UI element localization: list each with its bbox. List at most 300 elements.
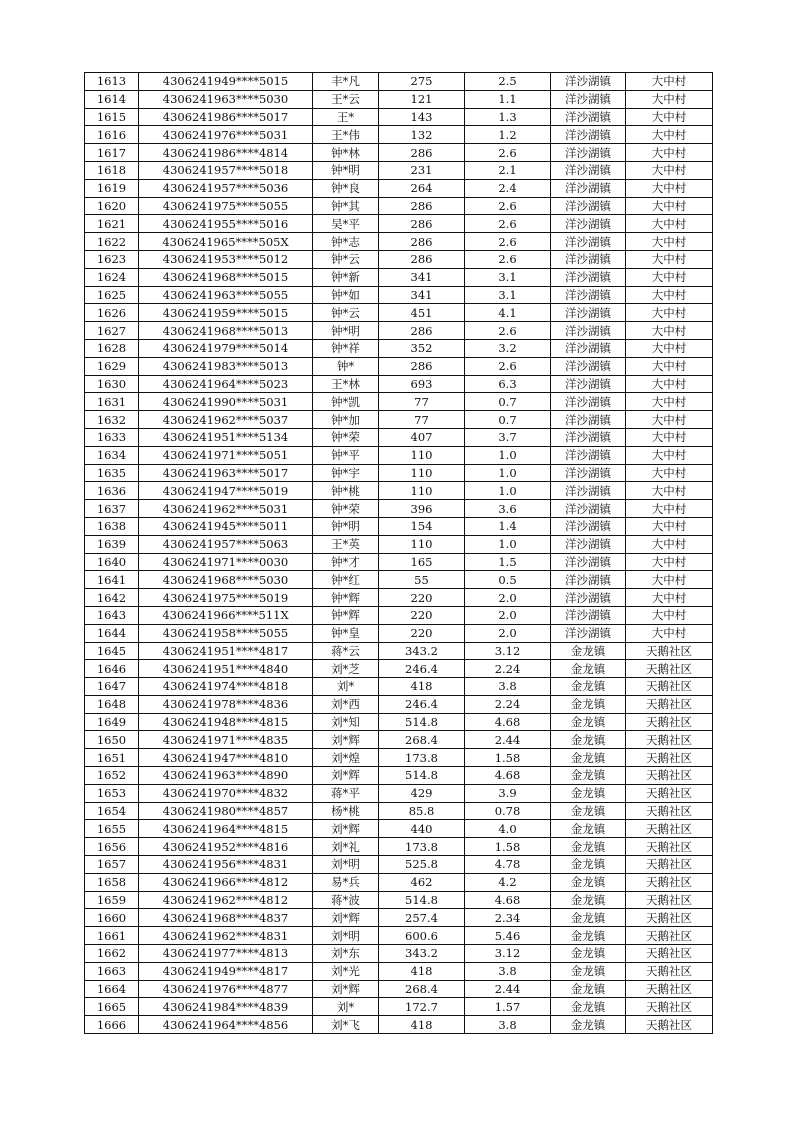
table-row <box>85 1016 713 1034</box>
area-cell: 2.6 <box>465 322 551 340</box>
table-row <box>85 909 713 927</box>
area-cell: 3.12 <box>465 642 551 660</box>
table-row <box>85 713 713 731</box>
row-number-cell: 1658 <box>85 873 139 891</box>
town-cell: 洋沙湖镇 <box>551 428 626 446</box>
town-cell: 金龙镇 <box>551 927 626 945</box>
name-cell: 钟*才 <box>313 553 379 571</box>
amount-cell: 440 <box>379 820 465 838</box>
row-number-cell: 1626 <box>85 304 139 322</box>
area-cell: 0.78 <box>465 802 551 820</box>
village-cell: 大中村 <box>626 428 713 446</box>
name-cell: 王*英 <box>313 535 379 553</box>
area-cell: 0.7 <box>465 393 551 411</box>
village-cell: 大中村 <box>626 268 713 286</box>
town-cell: 洋沙湖镇 <box>551 571 626 589</box>
table-row <box>85 144 713 162</box>
id-number-cell: 4306241971****5051 <box>139 446 313 464</box>
id-number-cell: 4306241963****5030 <box>139 90 313 108</box>
id-number-cell: 4306241957****5063 <box>139 535 313 553</box>
table-row <box>85 802 713 820</box>
village-cell: 大中村 <box>626 482 713 500</box>
row-number-cell: 1631 <box>85 393 139 411</box>
village-cell: 大中村 <box>626 286 713 304</box>
area-cell: 2.0 <box>465 589 551 607</box>
id-number-cell: 4306241990****5031 <box>139 393 313 411</box>
name-cell: 钟*桃 <box>313 482 379 500</box>
area-cell: 1.2 <box>465 126 551 144</box>
id-number-cell: 4306241979****5014 <box>139 339 313 357</box>
name-cell: 蒋*平 <box>313 784 379 802</box>
town-cell: 洋沙湖镇 <box>551 482 626 500</box>
row-number-cell: 1620 <box>85 197 139 215</box>
village-cell: 大中村 <box>626 126 713 144</box>
area-cell: 1.1 <box>465 90 551 108</box>
amount-cell: 154 <box>379 517 465 535</box>
amount-cell: 231 <box>379 161 465 179</box>
amount-cell: 514.8 <box>379 891 465 909</box>
village-cell: 大中村 <box>626 553 713 571</box>
table-row <box>85 998 713 1016</box>
area-cell: 3.2 <box>465 339 551 357</box>
row-number-cell: 1641 <box>85 571 139 589</box>
area-cell: 2.44 <box>465 980 551 998</box>
row-number-cell: 1622 <box>85 233 139 251</box>
table-row <box>85 339 713 357</box>
table-row <box>85 233 713 251</box>
id-number-cell: 4306241957****5018 <box>139 161 313 179</box>
row-number-cell: 1648 <box>85 695 139 713</box>
row-number-cell: 1630 <box>85 375 139 393</box>
table-row <box>85 393 713 411</box>
row-number-cell: 1629 <box>85 357 139 375</box>
row-number-cell: 1664 <box>85 980 139 998</box>
name-cell: 刘*知 <box>313 713 379 731</box>
id-number-cell: 4306241966****511X <box>139 606 313 624</box>
table-row <box>85 695 713 713</box>
amount-cell: 121 <box>379 90 465 108</box>
row-number-cell: 1654 <box>85 802 139 820</box>
id-number-cell: 4306241962****4812 <box>139 891 313 909</box>
table-row <box>85 108 713 126</box>
row-number-cell: 1652 <box>85 767 139 785</box>
town-cell: 洋沙湖镇 <box>551 250 626 268</box>
row-number-cell: 1623 <box>85 250 139 268</box>
amount-cell: 286 <box>379 215 465 233</box>
id-number-cell: 4306241963****5017 <box>139 464 313 482</box>
row-number-cell: 1653 <box>85 784 139 802</box>
row-number-cell: 1665 <box>85 998 139 1016</box>
town-cell: 洋沙湖镇 <box>551 268 626 286</box>
name-cell: 钟*荣 <box>313 500 379 518</box>
village-cell: 大中村 <box>626 393 713 411</box>
amount-cell: 600.6 <box>379 927 465 945</box>
village-cell: 大中村 <box>626 144 713 162</box>
village-cell: 天鹅社区 <box>626 678 713 696</box>
area-cell: 4.78 <box>465 856 551 874</box>
town-cell: 洋沙湖镇 <box>551 446 626 464</box>
row-number-cell: 1627 <box>85 322 139 340</box>
name-cell: 钟*红 <box>313 571 379 589</box>
amount-cell: 173.8 <box>379 838 465 856</box>
area-cell: 2.24 <box>465 695 551 713</box>
village-cell: 天鹅社区 <box>626 767 713 785</box>
id-number-cell: 4306241951****4840 <box>139 660 313 678</box>
village-cell: 大中村 <box>626 73 713 91</box>
table-row <box>85 179 713 197</box>
row-number-cell: 1625 <box>85 286 139 304</box>
table-row <box>85 126 713 144</box>
town-cell: 金龙镇 <box>551 731 626 749</box>
area-cell: 2.0 <box>465 606 551 624</box>
id-number-cell: 4306241962****5037 <box>139 411 313 429</box>
area-cell: 2.6 <box>465 250 551 268</box>
area-cell: 1.5 <box>465 553 551 571</box>
village-cell: 天鹅社区 <box>626 713 713 731</box>
town-cell: 洋沙湖镇 <box>551 589 626 607</box>
id-number-cell: 4306241968****5015 <box>139 268 313 286</box>
amount-cell: 286 <box>379 233 465 251</box>
town-cell: 洋沙湖镇 <box>551 233 626 251</box>
id-number-cell: 4306241971****4835 <box>139 731 313 749</box>
amount-cell: 396 <box>379 500 465 518</box>
town-cell: 洋沙湖镇 <box>551 500 626 518</box>
village-cell: 大中村 <box>626 571 713 589</box>
id-number-cell: 4306241970****4832 <box>139 784 313 802</box>
id-number-cell: 4306241968****5013 <box>139 322 313 340</box>
town-cell: 洋沙湖镇 <box>551 553 626 571</box>
name-cell: 刘*辉 <box>313 820 379 838</box>
id-number-cell: 4306241976****4877 <box>139 980 313 998</box>
id-number-cell: 4306241983****5013 <box>139 357 313 375</box>
table-row <box>85 767 713 785</box>
town-cell: 金龙镇 <box>551 891 626 909</box>
table-row <box>85 464 713 482</box>
name-cell: 钟*明 <box>313 517 379 535</box>
row-number-cell: 1614 <box>85 90 139 108</box>
table-row <box>85 161 713 179</box>
name-cell: 王*林 <box>313 375 379 393</box>
amount-cell: 85.8 <box>379 802 465 820</box>
name-cell: 刘*煌 <box>313 749 379 767</box>
town-cell: 金龙镇 <box>551 713 626 731</box>
amount-cell: 418 <box>379 1016 465 1034</box>
area-cell: 1.58 <box>465 749 551 767</box>
table-row <box>85 268 713 286</box>
village-cell: 大中村 <box>626 535 713 553</box>
table-row <box>85 73 713 91</box>
row-number-cell: 1634 <box>85 446 139 464</box>
town-cell: 洋沙湖镇 <box>551 108 626 126</box>
area-cell: 2.0 <box>465 624 551 642</box>
area-cell: 2.5 <box>465 73 551 91</box>
table-row <box>85 642 713 660</box>
table-row <box>85 357 713 375</box>
row-number-cell: 1632 <box>85 411 139 429</box>
amount-cell: 514.8 <box>379 713 465 731</box>
row-number-cell: 1640 <box>85 553 139 571</box>
area-cell: 2.44 <box>465 731 551 749</box>
name-cell: 蒋*波 <box>313 891 379 909</box>
name-cell: 刘*明 <box>313 927 379 945</box>
table-row <box>85 553 713 571</box>
row-number-cell: 1645 <box>85 642 139 660</box>
village-cell: 天鹅社区 <box>626 784 713 802</box>
name-cell: 钟*云 <box>313 304 379 322</box>
id-number-cell: 4306241963****4890 <box>139 767 313 785</box>
row-number-cell: 1659 <box>85 891 139 909</box>
area-cell: 2.4 <box>465 179 551 197</box>
table-row <box>85 962 713 980</box>
amount-cell: 77 <box>379 411 465 429</box>
table-row <box>85 749 713 767</box>
id-number-cell: 4306241980****4857 <box>139 802 313 820</box>
area-cell: 0.5 <box>465 571 551 589</box>
village-cell: 天鹅社区 <box>626 695 713 713</box>
table-row <box>85 482 713 500</box>
town-cell: 金龙镇 <box>551 678 626 696</box>
name-cell: 钟*新 <box>313 268 379 286</box>
id-number-cell: 4306241968****4837 <box>139 909 313 927</box>
village-cell: 大中村 <box>626 339 713 357</box>
table-row <box>85 980 713 998</box>
amount-cell: 268.4 <box>379 731 465 749</box>
village-cell: 大中村 <box>626 606 713 624</box>
village-cell: 天鹅社区 <box>626 927 713 945</box>
amount-cell: 275 <box>379 73 465 91</box>
village-cell: 大中村 <box>626 90 713 108</box>
town-cell: 金龙镇 <box>551 802 626 820</box>
amount-cell: 341 <box>379 268 465 286</box>
table-row <box>85 446 713 464</box>
amount-cell: 165 <box>379 553 465 571</box>
town-cell: 洋沙湖镇 <box>551 535 626 553</box>
village-cell: 天鹅社区 <box>626 802 713 820</box>
village-cell: 大中村 <box>626 161 713 179</box>
row-number-cell: 1621 <box>85 215 139 233</box>
village-cell: 大中村 <box>626 464 713 482</box>
name-cell: 刘*飞 <box>313 1016 379 1034</box>
amount-cell: 286 <box>379 322 465 340</box>
id-number-cell: 4306241966****4812 <box>139 873 313 891</box>
name-cell: 钟*其 <box>313 197 379 215</box>
area-cell: 1.3 <box>465 108 551 126</box>
name-cell: 刘*辉 <box>313 767 379 785</box>
town-cell: 洋沙湖镇 <box>551 339 626 357</box>
area-cell: 6.3 <box>465 375 551 393</box>
id-number-cell: 4306241964****4815 <box>139 820 313 838</box>
name-cell: 钟*明 <box>313 161 379 179</box>
town-cell: 洋沙湖镇 <box>551 197 626 215</box>
id-number-cell: 4306241986****4814 <box>139 144 313 162</box>
area-cell: 4.68 <box>465 891 551 909</box>
name-cell: 刘*芝 <box>313 660 379 678</box>
area-cell: 3.8 <box>465 1016 551 1034</box>
name-cell: 刘*西 <box>313 695 379 713</box>
town-cell: 金龙镇 <box>551 962 626 980</box>
village-cell: 大中村 <box>626 357 713 375</box>
amount-cell: 418 <box>379 962 465 980</box>
village-cell: 大中村 <box>626 589 713 607</box>
town-cell: 洋沙湖镇 <box>551 286 626 304</box>
village-cell: 大中村 <box>626 215 713 233</box>
amount-cell: 352 <box>379 339 465 357</box>
row-number-cell: 1633 <box>85 428 139 446</box>
id-number-cell: 4306241971****0030 <box>139 553 313 571</box>
name-cell: 吴*平 <box>313 215 379 233</box>
village-cell: 天鹅社区 <box>626 749 713 767</box>
id-number-cell: 4306241947****4810 <box>139 749 313 767</box>
table-row <box>85 731 713 749</box>
town-cell: 洋沙湖镇 <box>551 161 626 179</box>
id-number-cell: 4306241962****5031 <box>139 500 313 518</box>
table-row <box>85 624 713 642</box>
amount-cell: 407 <box>379 428 465 446</box>
amount-cell: 268.4 <box>379 980 465 998</box>
town-cell: 洋沙湖镇 <box>551 464 626 482</box>
amount-cell: 110 <box>379 482 465 500</box>
town-cell: 金龙镇 <box>551 660 626 678</box>
id-number-cell: 4306241968****5030 <box>139 571 313 589</box>
amount-cell: 55 <box>379 571 465 589</box>
town-cell: 洋沙湖镇 <box>551 322 626 340</box>
town-cell: 洋沙湖镇 <box>551 357 626 375</box>
village-cell: 天鹅社区 <box>626 891 713 909</box>
amount-cell: 77 <box>379 393 465 411</box>
village-cell: 天鹅社区 <box>626 856 713 874</box>
name-cell: 丰*凡 <box>313 73 379 91</box>
town-cell: 金龙镇 <box>551 784 626 802</box>
name-cell: 钟*荣 <box>313 428 379 446</box>
table-row <box>85 304 713 322</box>
row-number-cell: 1617 <box>85 144 139 162</box>
town-cell: 金龙镇 <box>551 980 626 998</box>
amount-cell: 246.4 <box>379 660 465 678</box>
row-number-cell: 1655 <box>85 820 139 838</box>
row-number-cell: 1638 <box>85 517 139 535</box>
row-number-cell: 1660 <box>85 909 139 927</box>
name-cell: 钟*志 <box>313 233 379 251</box>
id-number-cell: 4306241975****5055 <box>139 197 313 215</box>
row-number-cell: 1643 <box>85 606 139 624</box>
table-body <box>85 73 713 1034</box>
town-cell: 金龙镇 <box>551 945 626 963</box>
table-row <box>85 891 713 909</box>
village-cell: 天鹅社区 <box>626 820 713 838</box>
amount-cell: 110 <box>379 464 465 482</box>
name-cell: 刘*光 <box>313 962 379 980</box>
area-cell: 3.12 <box>465 945 551 963</box>
id-number-cell: 4306241953****5012 <box>139 250 313 268</box>
area-cell: 3.1 <box>465 268 551 286</box>
area-cell: 1.0 <box>465 482 551 500</box>
name-cell: 刘*礼 <box>313 838 379 856</box>
amount-cell: 143 <box>379 108 465 126</box>
id-number-cell: 4306241986****5017 <box>139 108 313 126</box>
row-number-cell: 1656 <box>85 838 139 856</box>
village-cell: 大中村 <box>626 233 713 251</box>
id-number-cell: 4306241974****4818 <box>139 678 313 696</box>
id-number-cell: 4306241952****4816 <box>139 838 313 856</box>
name-cell: 钟*云 <box>313 250 379 268</box>
village-cell: 天鹅社区 <box>626 998 713 1016</box>
table-row <box>85 820 713 838</box>
id-number-cell: 4306241945****5011 <box>139 517 313 535</box>
area-cell: 4.0 <box>465 820 551 838</box>
name-cell: 杨*桃 <box>313 802 379 820</box>
table-row <box>85 197 713 215</box>
town-cell: 洋沙湖镇 <box>551 126 626 144</box>
town-cell: 洋沙湖镇 <box>551 606 626 624</box>
name-cell: 钟*明 <box>313 322 379 340</box>
row-number-cell: 1649 <box>85 713 139 731</box>
village-cell: 大中村 <box>626 322 713 340</box>
id-number-cell: 4306241975****5019 <box>139 589 313 607</box>
name-cell: 钟*凯 <box>313 393 379 411</box>
amount-cell: 286 <box>379 357 465 375</box>
area-cell: 1.57 <box>465 998 551 1016</box>
area-cell: 0.7 <box>465 411 551 429</box>
town-cell: 洋沙湖镇 <box>551 304 626 322</box>
id-number-cell: 4306241978****4836 <box>139 695 313 713</box>
area-cell: 3.7 <box>465 428 551 446</box>
amount-cell: 173.8 <box>379 749 465 767</box>
row-number-cell: 1662 <box>85 945 139 963</box>
row-number-cell: 1650 <box>85 731 139 749</box>
town-cell: 洋沙湖镇 <box>551 393 626 411</box>
id-number-cell: 4306241957****5036 <box>139 179 313 197</box>
table-row <box>85 535 713 553</box>
row-number-cell: 1624 <box>85 268 139 286</box>
row-number-cell: 1647 <box>85 678 139 696</box>
town-cell: 金龙镇 <box>551 749 626 767</box>
name-cell: 钟*辉 <box>313 606 379 624</box>
table-row <box>85 215 713 233</box>
town-cell: 洋沙湖镇 <box>551 179 626 197</box>
village-cell: 大中村 <box>626 624 713 642</box>
table-row <box>85 500 713 518</box>
town-cell: 金龙镇 <box>551 767 626 785</box>
row-number-cell: 1628 <box>85 339 139 357</box>
town-cell: 金龙镇 <box>551 820 626 838</box>
row-number-cell: 1635 <box>85 464 139 482</box>
row-number-cell: 1637 <box>85 500 139 518</box>
area-cell: 5.46 <box>465 927 551 945</box>
id-number-cell: 4306241955****5016 <box>139 215 313 233</box>
row-number-cell: 1651 <box>85 749 139 767</box>
name-cell: 刘*辉 <box>313 731 379 749</box>
village-cell: 大中村 <box>626 446 713 464</box>
name-cell: 钟*林 <box>313 144 379 162</box>
id-number-cell: 4306241958****5055 <box>139 624 313 642</box>
table-row <box>85 784 713 802</box>
table-row <box>85 571 713 589</box>
town-cell: 洋沙湖镇 <box>551 411 626 429</box>
village-cell: 天鹅社区 <box>626 873 713 891</box>
town-cell: 洋沙湖镇 <box>551 517 626 535</box>
area-cell: 4.68 <box>465 767 551 785</box>
village-cell: 大中村 <box>626 250 713 268</box>
town-cell: 洋沙湖镇 <box>551 215 626 233</box>
area-cell: 1.58 <box>465 838 551 856</box>
table-row <box>85 856 713 874</box>
amount-cell: 286 <box>379 250 465 268</box>
area-cell: 4.68 <box>465 713 551 731</box>
name-cell: 蒋*云 <box>313 642 379 660</box>
town-cell: 金龙镇 <box>551 1016 626 1034</box>
id-number-cell: 4306241951****5134 <box>139 428 313 446</box>
name-cell: 刘*辉 <box>313 980 379 998</box>
